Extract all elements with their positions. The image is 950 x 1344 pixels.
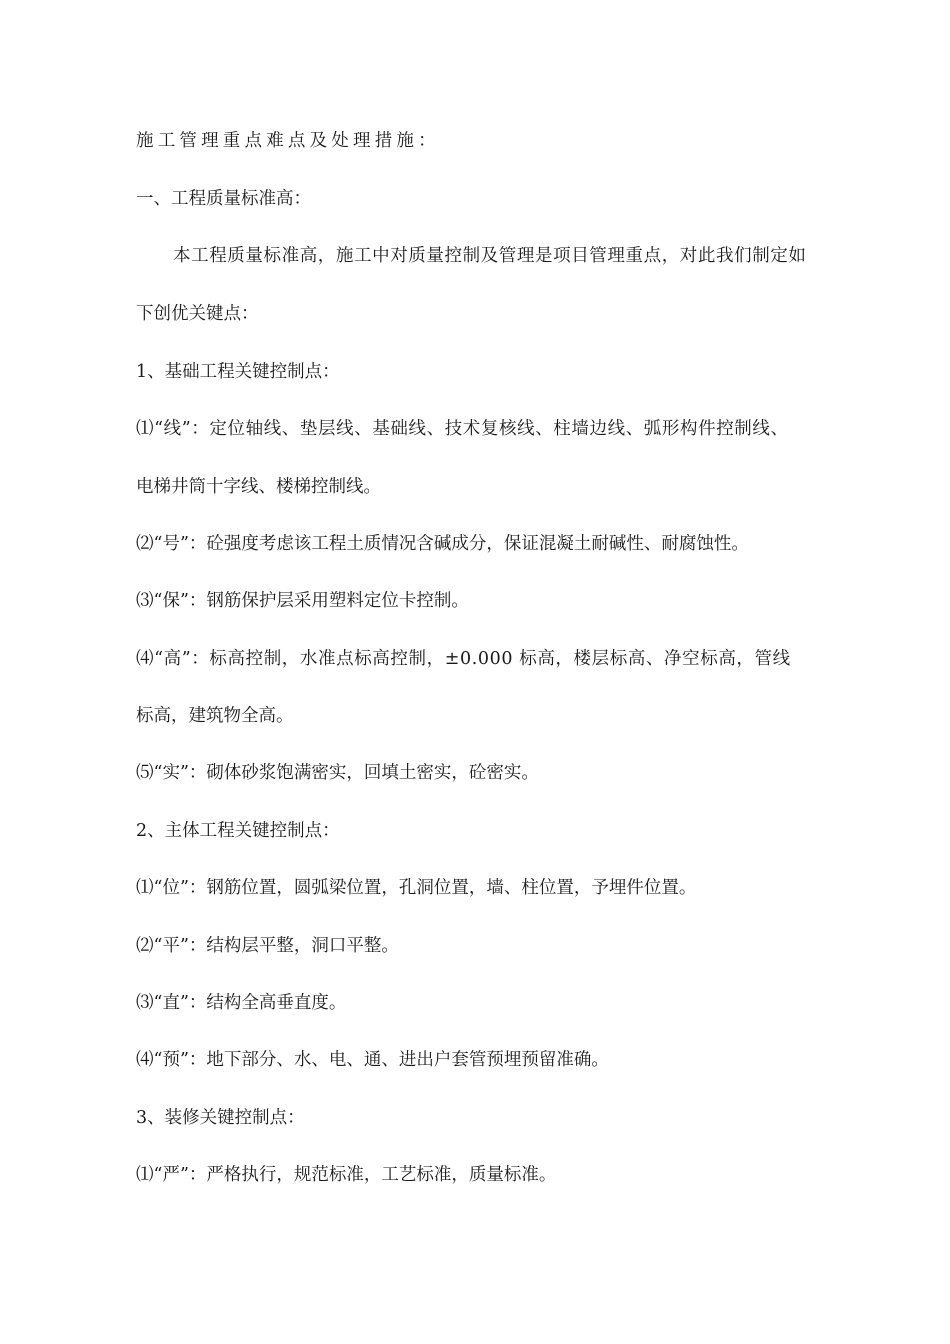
document-title: 施工管理重点难点及处理措施： [136, 131, 440, 151]
list-item: ⑶“直”：结构全高垂直度。 [136, 993, 347, 1013]
subsection-heading-3: 3、装修关键控制点： [136, 1108, 305, 1128]
list-item-line: 标高，建筑物全高。 [136, 706, 294, 726]
list-item: ⑷“预”：地下部分、水、电、通、进出户套管预埋预留准确。 [136, 1050, 609, 1070]
section-heading-1: 一、工程质量标准高： [136, 189, 311, 209]
list-item-line: ⑷“高”：标高控制，水准点标高控制，±0.000 标高，楼层标高、净空标高，管线 [136, 649, 791, 669]
subsection-heading-1: 1、基础工程关键控制点： [136, 362, 340, 382]
list-item: ⑵“号”：砼强度考虑该工程土质情况含碱成分，保证混凝土耐碱性、耐腐蚀性。 [136, 534, 749, 554]
intro-paragraph-line-1: 本工程质量标准高，施工中对质量控制及管理是项目管理重点，对此我们制定如 [173, 246, 807, 266]
list-item-line: 电梯井筒十字线、楼梯控制线。 [136, 477, 381, 497]
list-item: ⑸“实”：砌体砂浆饱满密实，回填土密实，砼密实。 [136, 763, 539, 783]
list-item: ⑴“严”：严格执行，规范标准，工艺标准，质量标准。 [136, 1165, 557, 1185]
list-item: ⑶“保”：钢筋保护层采用塑料定位卡控制。 [136, 591, 469, 611]
subsection-heading-2: 2、主体工程关键控制点： [136, 821, 340, 841]
list-item-line: ⑴“线”：定位轴线、垫层线、基础线、技术复核线、柱墙边线、弧形构件控制线、 [136, 419, 789, 439]
intro-paragraph-line-2: 下创优关键点： [136, 304, 259, 324]
list-item: ⑵“平”：结构层平整，洞口平整。 [136, 936, 399, 956]
list-item: ⑴“位”：钢筋位置，圆弧梁位置，孔洞位置，墙、柱位置，予埋件位置。 [136, 878, 697, 898]
